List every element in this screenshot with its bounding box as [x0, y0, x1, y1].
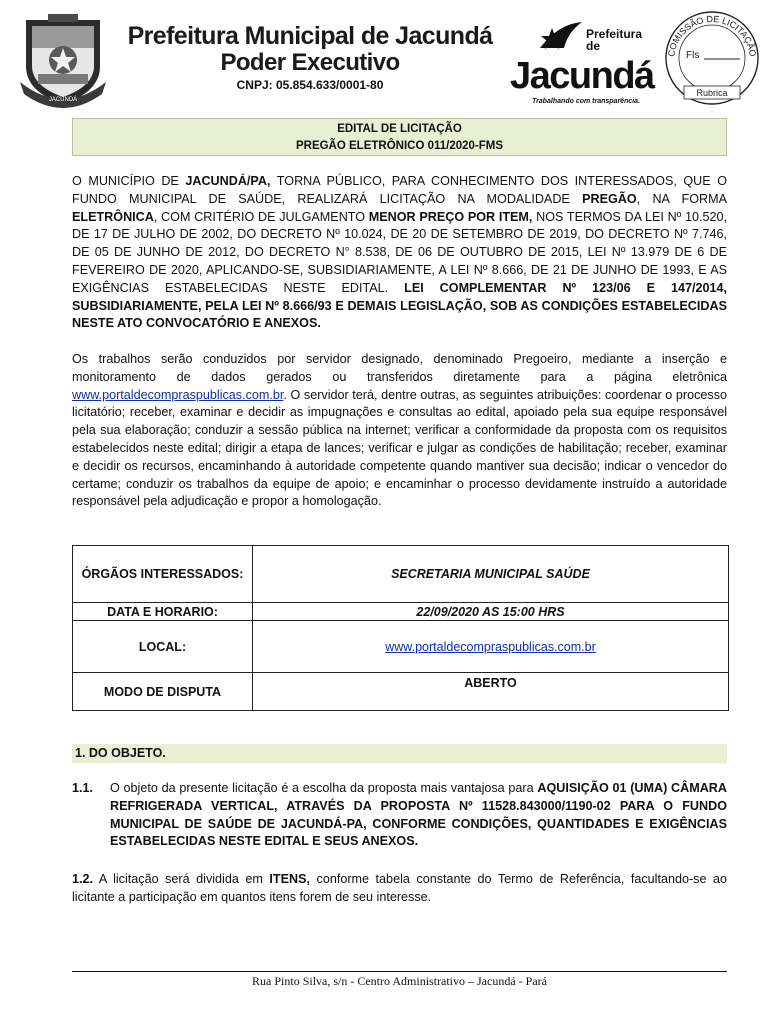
table-row [73, 546, 729, 603]
edital-title: EDITAL DE LICITAÇÃO [337, 123, 462, 135]
jacunda-logo [508, 18, 658, 108]
orgaos-value: SECRETARIA MUNICIPAL SAÚDE [253, 546, 729, 603]
logo-name: Jacundá [510, 55, 654, 97]
table-row [73, 621, 729, 673]
local-cell [253, 621, 729, 673]
footer-address: Rua Pinto Silva, s/n - Centro Administrativo – Jacundá - Pará [252, 974, 547, 988]
stamp-arc-text: COMISSÃO DE LICITAÇÃO [666, 13, 758, 58]
edital-number: PREGÃO ELETRÔNICO 011/2020-FMS [295, 140, 504, 152]
section-heading-objeto: 1. DO OBJETO. [72, 744, 727, 763]
footer-divider [72, 971, 727, 972]
data-label: DATA E HORARIO: [73, 603, 253, 621]
item-1-2: 1.2. A licitação será dividida em ITENS, conforme tabela constante do Termo de Referência, facultando-se ao licitante a participação em quantos itens forem de seu interesse. [72, 872, 727, 904]
portal-link[interactable]: www.portaldecompraspublicas.com.br [72, 387, 284, 402]
orgaos-label: ÓRGÃOS INTERESSADOS: [73, 546, 253, 603]
local-label: LOCAL: [73, 621, 253, 673]
logo-tagline: Trabalhando com transparência. [532, 98, 641, 105]
stamp-fls-label: Fls [686, 50, 700, 61]
municipal-crest-icon [18, 12, 108, 108]
header-title: Prefeitura Municipal de Jacundá [127, 22, 493, 50]
header-text-block [120, 22, 500, 92]
item-1-1: 1.1. O objeto da presente licitação é a escolha da proposta mais vantajosa para AQUISIÇÃO 01 (UMA) CÂMARA REFRIGERADA VERTICAL, ATRAVÉS DA PROPOSTA Nº 11528.843000/1190-02 PARA O FUNDO MUNICIPAL DE SAÚDE DE JACUNDÁ-PA, CONFORME CONDIÇÕES, QUANTIDADES E EXIGÊNCIAS ESTABELECIDAS NESTE EDITAL E SEUS ANEXOS. [72, 781, 727, 849]
data-value: 22/09/2020 AS 15:00 HRS [253, 603, 729, 621]
local-link[interactable]: www.portaldecompraspublicas.com.br [385, 639, 596, 654]
conduct-paragraph: Os trabalhos serão conduzidos por servidor designado, denominado Pregoeiro, mediante a inserção e monitoramento de dados gerados ou transferidos diretamente para a página eletrônica www.portaldecompraspublicas.com.br. O servidor terá, dentre outras, as seguintes atribuições: coordenar o processo licitatório; receber, examinar e decidir as impugnações e consultas ao edital, apoiado pela sua equipe responsável pela sua elaboração; conduzir a sessão pública na internet; verificar a conformidade da proposta com os requisitos estabelecidos neste edital; dirigir a etapa de lances; verificar e julgar as condições de habilitação; receber, examinar e decidir os recursos, encaminhando à autoridade competente quando mantiver sua decisão; indicar o vencedor do certame; conduzir os trabalhos da equipe de apoio; e encaminhar o processo devidamente instruído a autoridade responsável pela adjudicação e propor a homologação. [72, 352, 727, 509]
logo-prefix: Prefeitura de [586, 27, 643, 53]
page-header [0, 0, 770, 112]
edital-title-box [72, 118, 727, 156]
licitacao-stamp-icon [660, 8, 764, 108]
header-cnpj: CNPJ: 05.854.633/0001-80 [236, 78, 384, 92]
crest-ribbon-label: JACUNDÁ [48, 97, 78, 103]
header-subtitle: Poder Executivo [220, 49, 400, 76]
table-row [73, 603, 729, 621]
logo-star-icon [538, 18, 584, 58]
item-1-1-number: 1.1. [72, 781, 94, 795]
intro-paragraph: O MUNICÍPIO DE JACUNDÁ/PA, TORNA PÚBLICO, PARA CONHECIMENTO DOS INTERESSADOS, QUE O FUNDO MUNICIPAL DE SAÚDE, REALIZARÁ LICITAÇÃO NA MODALIDADE PREGÃO, NA FORMA ELETRÔNICA, COM CRITÉRIO DE JULGAMENTO MENOR PREÇO POR ITEM, NOS TERMOS DA LEI Nº 10.520, DE 17 DE JULHO DE 2002, DO DECRETO Nº 10.024, DE 20 DE SETEMBRO DE 2019, DO DECRETO Nº 7.746, DE 05 DE JUNHO DE 2012, DO DECRETO N° 8.538, DE 06 DE OUTUBRO DE 2015, LEI Nº 13.979 DE 6 DE FEVEREIRO DE 2020, APLICANDO-SE, SUBSIDIARIAMENTE, A LEI Nº 8.666, DE 21 DE JUNHO DE 1993, E AS EXIGÊNCIAS ESTABELECIDAS NESTE EDITAL. LEI COMPLEMENTAR Nº 123/06 E 147/2014, SUBSIDIARIAMENTE, PELA LEI Nº 8.666/93 E DEMAIS LEGISLAÇÃO, SOB AS CONDIÇÕES ESTABELECIDAS NESTE ATO CONVOCATÓRIO E ANEXOS. [72, 174, 727, 331]
modo-value: ABERTO [253, 673, 729, 711]
modo-label: MODO DE DISPUTA [73, 673, 253, 711]
edital-info-table [72, 545, 729, 711]
table-row [73, 673, 729, 711]
stamp-rubrica-label: Rubrica [696, 88, 728, 98]
item-1-2-number: 1.2. [72, 872, 94, 886]
